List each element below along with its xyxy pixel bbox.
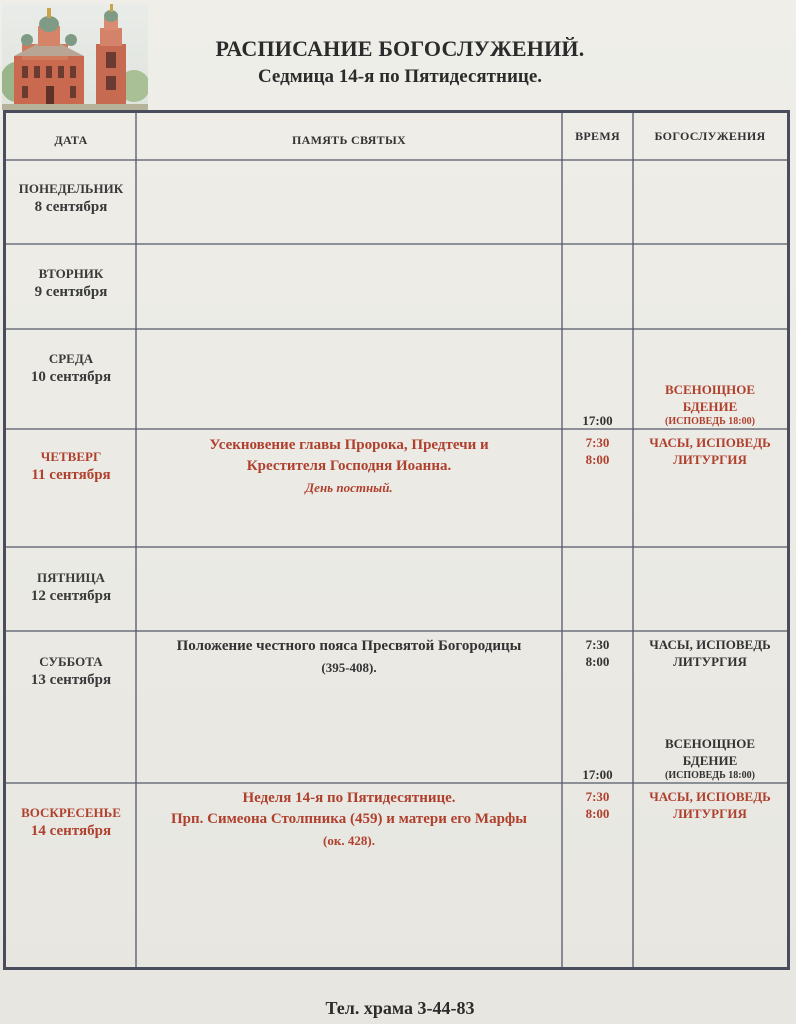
saints-thursday [136,435,562,498]
weekday-label: ВТОРНИК [38,266,104,281]
time-evening: 17:00 [582,413,613,428]
saint-line: Усекновение главы Пророка, Предтечи и [209,437,489,453]
day-wednesday [6,349,136,387]
service-line: БДЕНИЕ [682,399,738,414]
day-friday [6,568,136,606]
service-line: ЧАСЫ, ИСПОВЕДЬ [649,637,771,652]
date-label: 14 сентября [30,823,112,839]
saint-line: (ок. 428). [323,833,375,848]
saint-line: Крестителя Господня Иоанна. [246,458,452,474]
service-line: ЧАСЫ, ИСПОВЕДЬ [649,435,771,450]
service-note: (ИСПОВЕДЬ 18:00) [665,416,755,427]
date-label: 13 сентября [30,672,112,688]
time-evening: 17:00 [582,767,613,782]
time-value: 7:30 [585,789,610,804]
day-monday [6,179,136,217]
saints-saturday [136,636,562,678]
date-label: 8 сентября [34,199,108,215]
service-line: ВСЕНОЩНОЕ [664,736,756,751]
time-value: 7:30 [585,637,610,652]
service-line: БДЕНИЕ [682,753,738,768]
time-value: 8:00 [585,806,610,821]
service-line: ЛИТУРГИЯ [673,654,747,669]
service-line: ЛИТУРГИЯ [673,452,747,467]
day-saturday [6,652,136,690]
weekday-label: ПОНЕДЕЛЬНИК [18,181,124,196]
schedule-table [3,110,790,970]
date-label: 12 сентября [30,588,112,604]
column-header-services: БОГОСЛУЖЕНИЯ [654,129,766,143]
time-value: 8:00 [585,654,610,669]
time-value: 7:30 [585,435,610,450]
day-tuesday [6,264,136,302]
service-evening [633,381,787,428]
column-header-date: ДАТА [54,133,88,147]
page-subtitle: Седмица 14-я по Пятидесятнице. [257,66,543,87]
times-saturday [562,636,633,670]
date-label: 11 сентября [31,467,111,483]
service-line: ЧАСЫ, ИСПОВЕДЬ [649,789,771,804]
time-value: 8:00 [585,452,610,467]
weekday-label: ВОСКРЕСЕНЬЕ [21,805,121,820]
saint-line: Неделя 14-я по Пятидесятнице. [242,790,456,806]
weekday-label: ЧЕТВЕРГ [40,449,102,464]
column-header-time: ВРЕМЯ [575,129,620,143]
date-label: 10 сентября [30,369,112,385]
service-line: ЛИТУРГИЯ [673,806,747,821]
weekday-label: СРЕДА [48,351,94,366]
saints-sunday [136,788,562,851]
day-thursday [6,447,136,485]
page-title: РАСПИСАНИЕ БОГОСЛУЖЕНИЙ. [215,36,585,61]
services-sunday [633,788,787,822]
service-line: ВСЕНОЩНОЕ [664,382,756,397]
times-thursday [562,434,633,468]
church-illustration [2,4,148,110]
services-saturday [633,636,787,670]
service-evening [633,735,787,782]
saint-line: Положение честного пояса Пресвятой Богородицы [176,638,522,654]
services-thursday [633,434,787,468]
weekday-label: ПЯТНИЦА [37,570,105,585]
church-phone: Тел. храма 3-44-83 [325,998,475,1018]
weekday-label: СУББОТА [39,654,103,669]
day-sunday [6,803,136,841]
date-label: 9 сентября [34,284,108,300]
column-header-saints: ПАМЯТЬ СВЯТЫХ [291,133,407,147]
saint-line: (395-408). [321,660,377,675]
service-note: (ИСПОВЕДЬ 18:00) [665,770,755,781]
fast-day-note: День постный. [305,480,393,495]
saint-line: Прп. Симеона Столпника (459) и матери его Марфы [170,811,528,827]
times-sunday [562,788,633,822]
